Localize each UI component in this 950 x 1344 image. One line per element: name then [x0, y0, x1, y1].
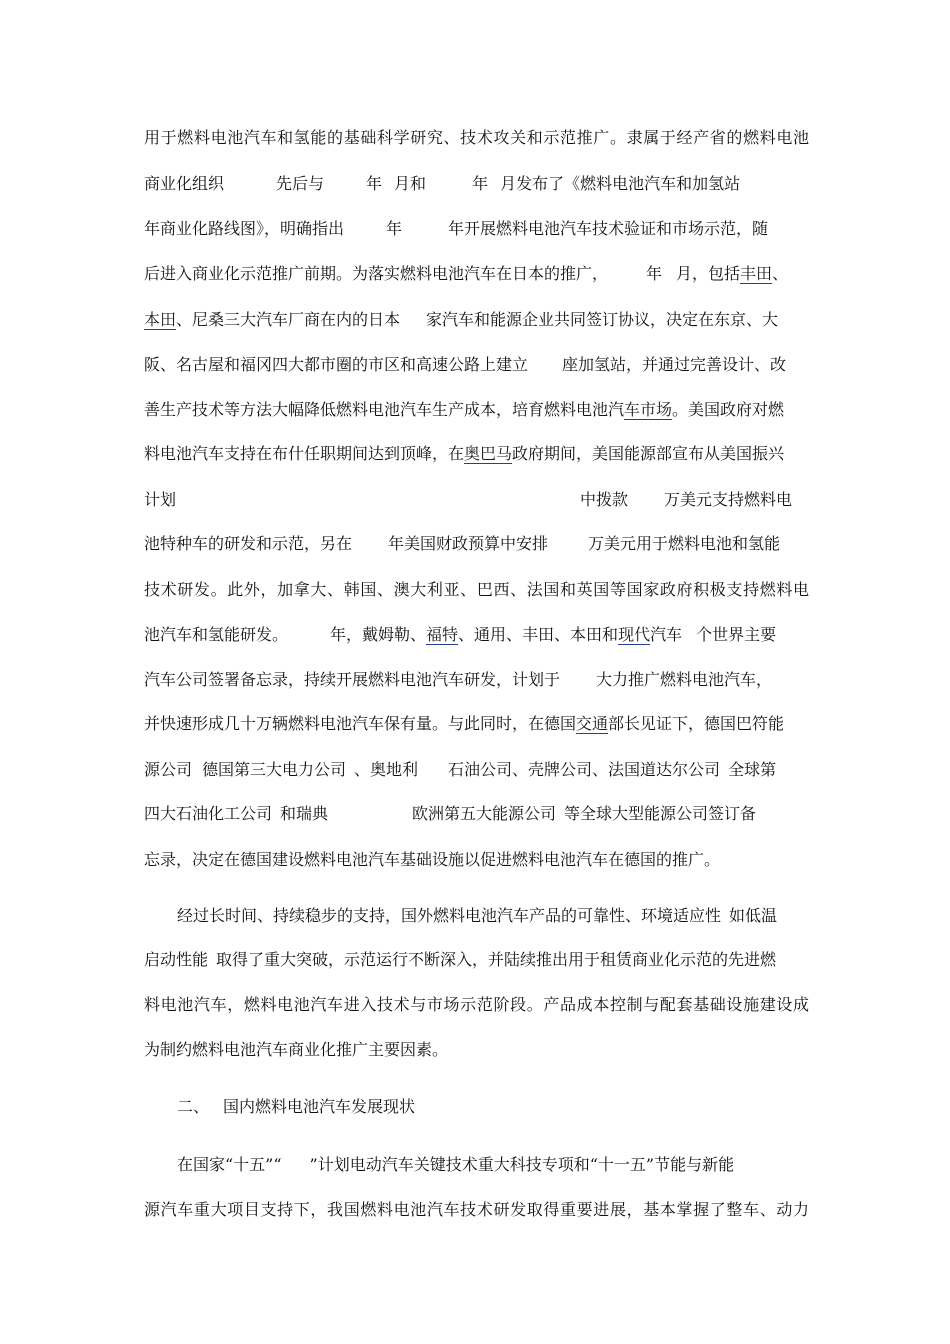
- text-span: 汽车公司签署备忘录，持续开展燃料电池汽车研发，计划于: [144, 670, 561, 689]
- text-span: 商业化组织: [144, 174, 225, 193]
- text-span: 取得了重大突破，示范运行不断深入，并陆续推出用于租赁商业化示范的先进燃: [216, 950, 777, 969]
- text-span: 经过长时间、持续稳步的支持，国外燃料电池汽车产品的可靠性、环境适应性: [177, 906, 722, 925]
- text-span: 料电池汽车支持在布什任职期间达到顶峰，在: [144, 444, 465, 463]
- text-line: 技术研发。此外，加拿大、韩国、澳大利亚、巴西、法国和英国等国家政府积极支持燃料电: [144, 580, 809, 599]
- text-line: [144, 670, 809, 690]
- text-span: 、: [772, 264, 789, 283]
- text-line: [144, 174, 809, 194]
- text-span: 年: [472, 174, 489, 193]
- text-span: 年开展燃料电池汽车技术验证和市场示范，随: [448, 219, 769, 238]
- text-span: 池汽车和氢能研发。: [144, 625, 289, 644]
- link-honda[interactable]: 本田: [144, 310, 177, 329]
- text-span: 先后与: [276, 174, 325, 193]
- text-span: 政府期间，美国能源部宣布从美国振兴: [512, 444, 785, 463]
- text-line: [144, 264, 809, 284]
- text-span: 万美元支持燃料电: [664, 490, 793, 509]
- text-line: [144, 950, 809, 970]
- text-span: 后进入商业化示范推广前期。为落实燃料电池汽车在日本的推广，: [144, 264, 609, 283]
- text-span: 池特种车的研发和示范，另在: [144, 534, 353, 553]
- text-span: 、奥地利: [354, 760, 419, 779]
- text-span: 启动性能: [144, 950, 209, 969]
- text-span: 四大石油化工公司: [144, 804, 273, 823]
- text-span: 年，戴姆勒、: [330, 625, 427, 644]
- text-line: [177, 906, 809, 926]
- text-line: [144, 400, 809, 420]
- text-span: 家汽车和能源企业共同签订协议，决定在东京、大: [426, 310, 779, 329]
- text-span: 善生产技术等方法大幅降低燃料电池汽车生产成本，培育燃料电池汽: [144, 400, 625, 419]
- link-car-market[interactable]: 车市场: [624, 400, 673, 419]
- link-ford[interactable]: 福特: [426, 625, 459, 644]
- text-span: 、通用、丰田、本田和: [458, 625, 619, 644]
- text-line: 源汽车重大项目支持下，我国燃料电池汽车技术研发取得重要进展，基本掌握了整车、动力: [144, 1200, 809, 1219]
- text-span: 汽车: [650, 625, 683, 644]
- text-span: 部长见证下，德国巴符能: [608, 714, 785, 733]
- text-span: 年: [366, 174, 383, 193]
- link-obama[interactable]: 奥巴马: [464, 444, 513, 463]
- text-line: 用于燃料电池汽车和氢能的基础科学研究、技术攻关和示范推广。隶属于经产省的燃料电池: [144, 128, 809, 147]
- text-span: 年: [386, 219, 403, 238]
- text-line: [144, 444, 809, 464]
- text-line: [144, 490, 809, 510]
- text-span: 大力推广燃料电池汽车，: [596, 670, 773, 689]
- text-span: 座加氢站，并通过完善设计、改: [562, 355, 787, 374]
- heading-number: 二、: [177, 1097, 210, 1116]
- text-span: 和瑞典: [280, 804, 329, 823]
- text-span: 、尼桑三大汽车厂商在内的日本: [176, 310, 401, 329]
- text-line: [144, 355, 809, 375]
- text-line: [144, 310, 809, 330]
- text-line: 料电池汽车，燃料电池汽车进入技术与市场示范阶段。产品成本控制与配套基础设施建设成: [144, 995, 809, 1014]
- text-line: 为制约燃料电池汽车商业化推广主要因素。: [144, 1040, 449, 1059]
- heading-title: 国内燃料电池汽车发展现状: [223, 1097, 416, 1116]
- text-span: 如低温: [729, 906, 778, 925]
- text-line: [144, 760, 809, 780]
- link-transport[interactable]: 交通: [576, 714, 609, 733]
- text-span: 年商业化路线图》，明确指出: [144, 219, 345, 238]
- text-span: 。美国政府对燃: [672, 400, 785, 419]
- text-span: 中拨款: [580, 490, 629, 509]
- text-line: [177, 1155, 809, 1175]
- text-span: 石油公司、壳牌公司、法国道达尔公司: [448, 760, 721, 779]
- text-span: 阪、名古屋和福冈四大都市圈的市区和高速公路上建立: [144, 355, 529, 374]
- text-span: 源公司: [144, 760, 193, 779]
- text-span: 计划: [144, 490, 177, 509]
- text-line: [144, 714, 809, 734]
- section-heading: [177, 1097, 842, 1117]
- link-toyota[interactable]: 丰田: [740, 264, 773, 283]
- text-line: 忘录，决定在德国建设燃料电池汽车基础设施以促进燃料电池汽车在德国的推广。: [144, 850, 721, 869]
- text-span: ”计划电动汽车关键技术重大科技专项和“十一五”节能与新能: [309, 1155, 735, 1174]
- text-span: 月发布了《燃料电池汽车和加氢站: [500, 174, 741, 193]
- link-hyundai[interactable]: 现代: [618, 625, 651, 644]
- text-span: 月，包括: [676, 264, 741, 283]
- text-span: 德国第三大电力公司: [202, 760, 347, 779]
- text-span: 全球第: [728, 760, 777, 779]
- text-line: [144, 534, 809, 554]
- text-line: [144, 219, 809, 239]
- text-span: 年: [646, 264, 663, 283]
- text-span: 个世界主要: [696, 625, 777, 644]
- text-span: 月和: [394, 174, 427, 193]
- text-span: 年美国财政预算中安排: [388, 534, 549, 553]
- text-span: 在国家“十五”“: [177, 1155, 282, 1174]
- text-span: 欧洲第五大能源公司: [412, 804, 557, 823]
- text-span: 等全球大型能源公司签订备: [564, 804, 757, 823]
- text-line: [144, 804, 809, 824]
- text-span: 并快速形成几十万辆燃料电池汽车保有量。与此同时，在德国: [144, 714, 577, 733]
- text-span: 万美元用于燃料电池和氢能: [588, 534, 781, 553]
- text-line: [144, 625, 809, 645]
